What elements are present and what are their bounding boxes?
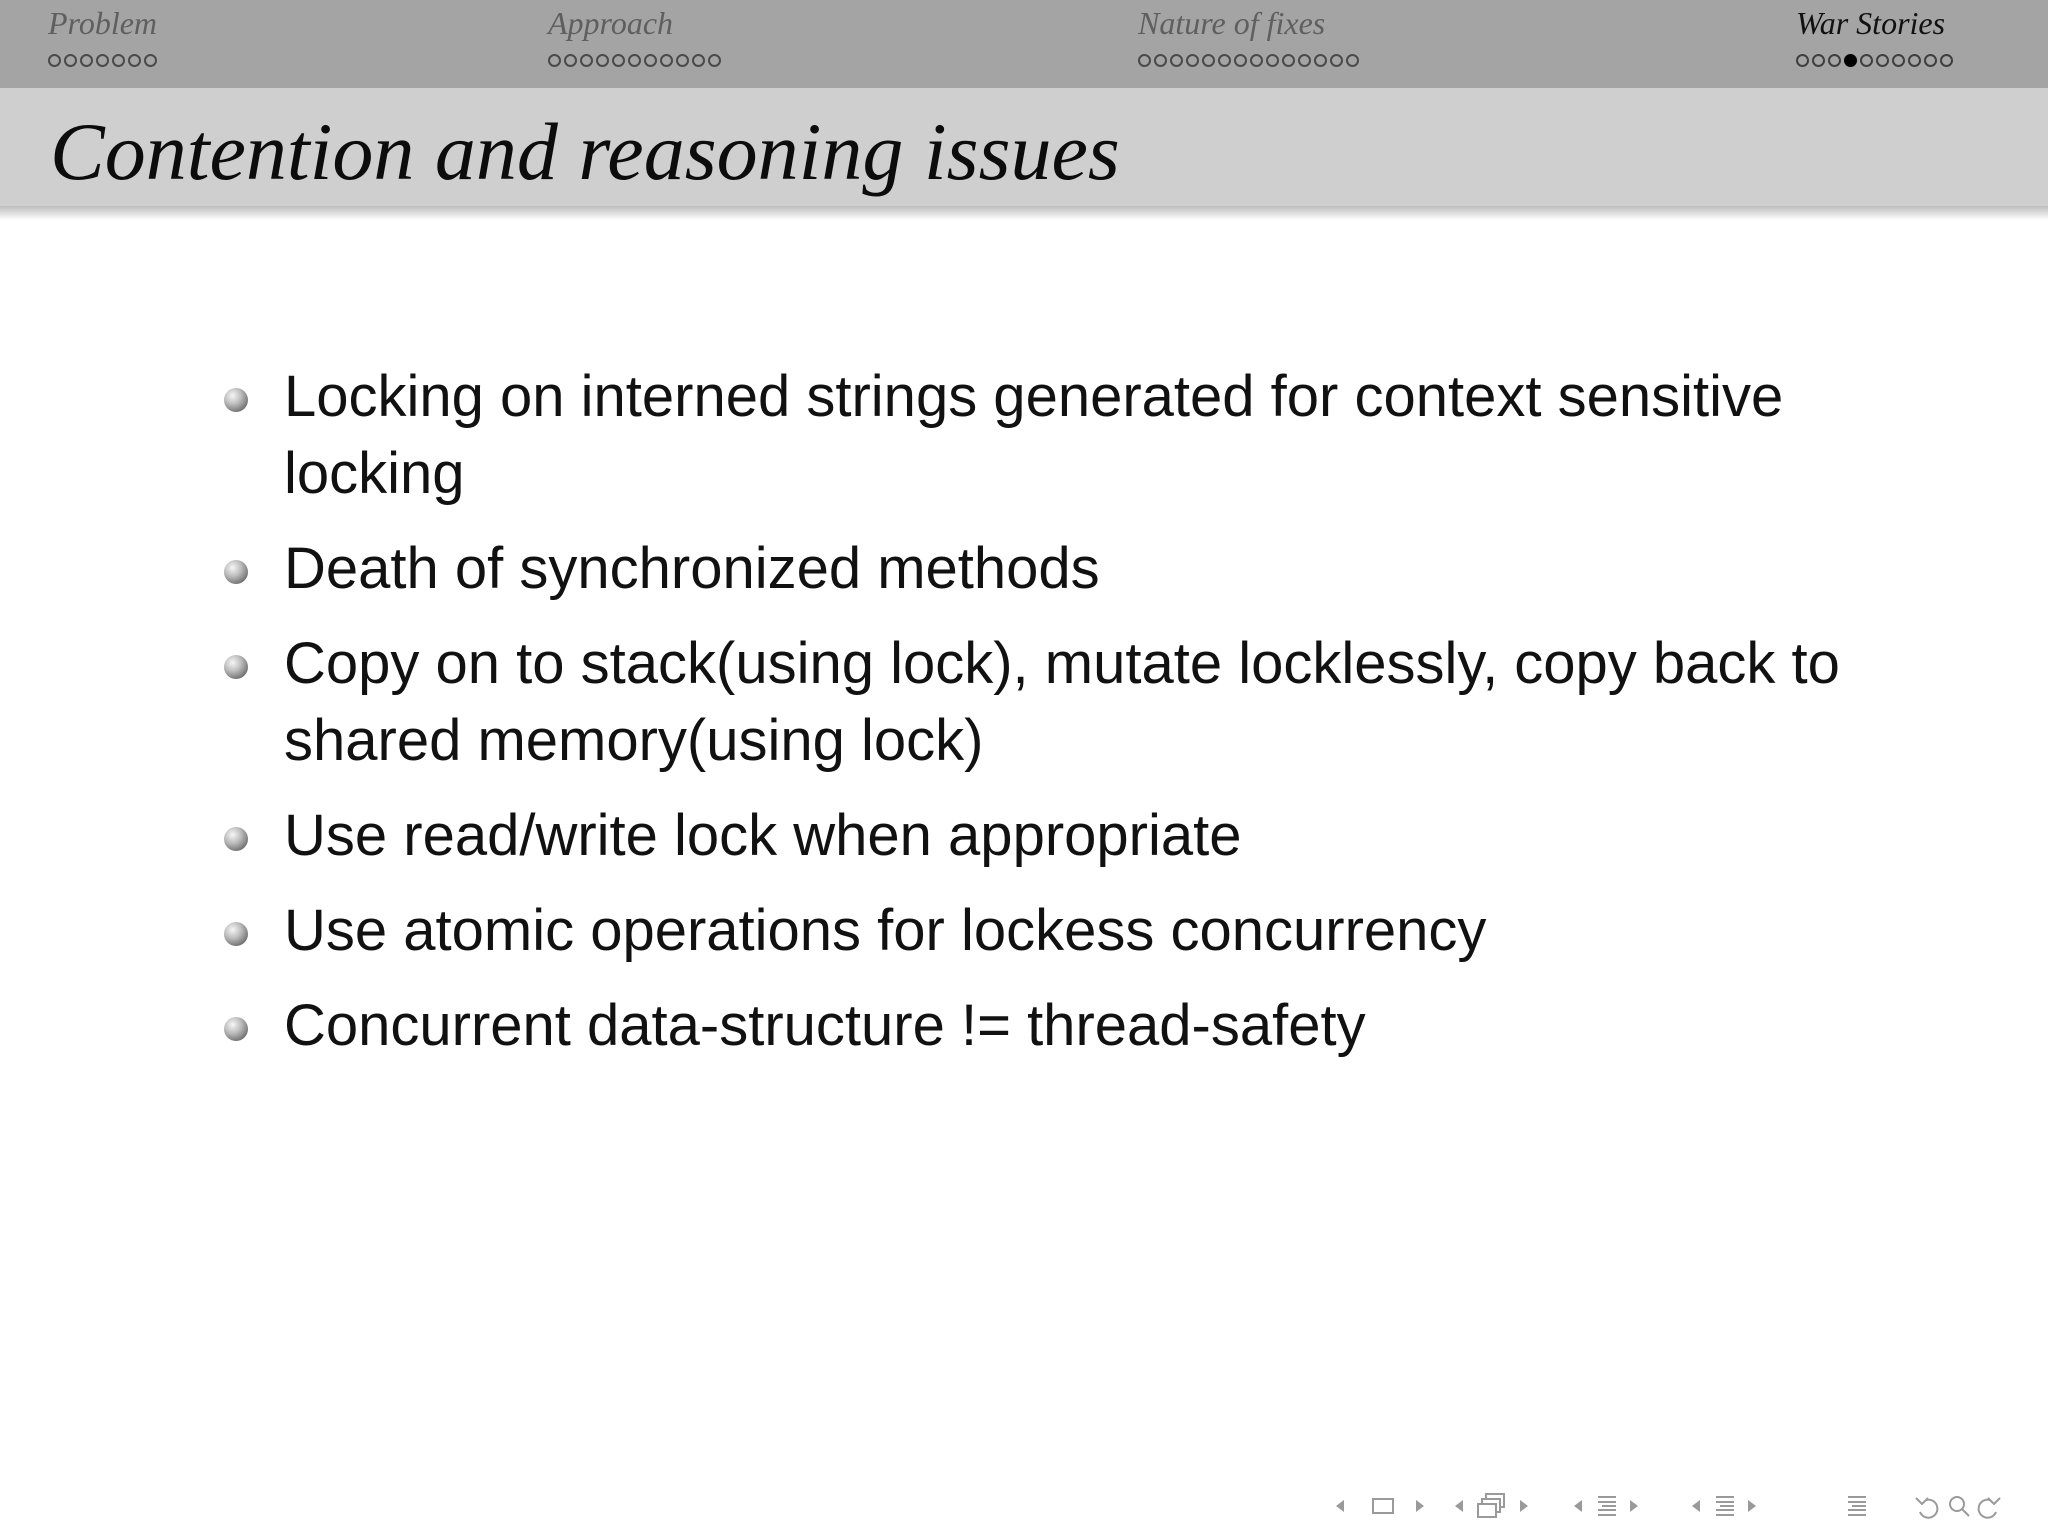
frame-dot[interactable] [1940, 54, 1953, 67]
frame-dot[interactable] [1828, 54, 1841, 67]
frame-dot[interactable] [1314, 54, 1327, 67]
bullet-text: Death of synchronized methods [284, 536, 1100, 601]
search-icon[interactable] [1950, 1497, 1969, 1516]
frame-dot[interactable] [692, 54, 705, 67]
frame-dot[interactable] [628, 54, 641, 67]
frame-dot[interactable] [1876, 54, 1889, 67]
next-section-icon[interactable] [1748, 1500, 1756, 1512]
frame-dot[interactable] [1346, 54, 1359, 67]
next-frame-icon[interactable] [1520, 1500, 1528, 1512]
bullet-item [224, 892, 1894, 969]
frame-dot[interactable] [1298, 54, 1311, 67]
bullet-ball-icon [224, 827, 248, 851]
frame-dot[interactable] [1202, 54, 1215, 67]
bullet-item [224, 987, 1894, 1064]
frame-dots [548, 52, 721, 68]
frame-dot[interactable] [548, 54, 561, 67]
frame-dot[interactable] [1186, 54, 1199, 67]
frame-dot[interactable] [1234, 54, 1247, 67]
bullet-text: Copy on to stack(using lock), mutate locklessly, copy back to shared memory(using lock) [284, 631, 1840, 773]
bullet-text: Locking on interned strings generated for context sensitive locking [284, 364, 1784, 506]
frame-dot[interactable] [660, 54, 673, 67]
frame-dot[interactable] [1908, 54, 1921, 67]
frame-dot[interactable] [1812, 54, 1825, 67]
current-frame-dot[interactable] [1844, 54, 1857, 67]
frame-dot[interactable] [1282, 54, 1295, 67]
bullet-item [224, 625, 1894, 779]
next-subsection-icon[interactable] [1630, 1500, 1638, 1512]
bullet-ball-icon [224, 388, 248, 412]
frame-dot[interactable] [112, 54, 125, 67]
frame-dots [48, 52, 157, 68]
frame-dot[interactable] [1924, 54, 1937, 67]
previous-subsection-icon[interactable] [1574, 1500, 1582, 1512]
section-icon[interactable] [1716, 1497, 1734, 1515]
frame-dot[interactable] [64, 54, 77, 67]
frame-dot[interactable] [1330, 54, 1343, 67]
section-navigation-bar [0, 0, 2048, 88]
frame-dot[interactable] [564, 54, 577, 67]
frame-dot[interactable] [48, 54, 61, 67]
outline-icon[interactable] [1848, 1497, 1866, 1515]
previous-frame-icon[interactable] [1455, 1500, 1463, 1512]
bullet-ball-icon [224, 1017, 248, 1041]
frame-dot[interactable] [596, 54, 609, 67]
frame-dot[interactable] [644, 54, 657, 67]
frame-dot[interactable] [1860, 54, 1873, 67]
nav-section-label[interactable]: Nature of fixes [1138, 5, 1326, 41]
nav-section-label[interactable]: Approach [548, 5, 674, 41]
frame-dot[interactable] [1266, 54, 1279, 67]
slide-title: Contention and reasoning issues [50, 106, 1120, 197]
back-icon[interactable] [1916, 1498, 1937, 1518]
bullet-ball-icon [224, 922, 248, 946]
navigation-symbols [1330, 1490, 2030, 1522]
bullet-text: Use atomic operations for lockess concurrency [284, 898, 1487, 963]
nav-section-label[interactable]: War Stories [1796, 5, 1946, 41]
forward-icon[interactable] [1979, 1498, 2000, 1518]
frame-dots [1796, 52, 1953, 68]
previous-section-icon[interactable] [1692, 1500, 1700, 1512]
frame-dot[interactable] [1138, 54, 1151, 67]
frame-dot[interactable] [1154, 54, 1167, 67]
beamer-navigation-controls [1330, 1490, 2030, 1522]
bullet-ball-icon [224, 655, 248, 679]
frame-dot[interactable] [1892, 54, 1905, 67]
nav-section-label[interactable]: Problem [48, 5, 158, 41]
frame-dot[interactable] [144, 54, 157, 67]
bullet-list [224, 358, 1894, 1082]
bullet-item [224, 358, 1894, 512]
frame-dot[interactable] [580, 54, 593, 67]
bullet-text: Use read/write lock when appropriate [284, 803, 1242, 868]
next-slide-icon[interactable] [1416, 1500, 1424, 1512]
frame-dot[interactable] [1796, 54, 1809, 67]
frame-dots [1138, 52, 1359, 68]
subsection-icon[interactable] [1598, 1497, 1616, 1515]
previous-slide-icon[interactable] [1336, 1500, 1344, 1512]
title-band-shadow [0, 206, 2048, 220]
bullet-item [224, 797, 1894, 874]
bullet-text: Concurrent data-structure != thread-safety [284, 993, 1366, 1058]
bullet-ball-icon [224, 560, 248, 584]
frame-icon[interactable] [1478, 1494, 1504, 1517]
frame-dot[interactable] [676, 54, 689, 67]
frame-dot[interactable] [128, 54, 141, 67]
bullet-item [224, 530, 1894, 607]
frame-dot[interactable] [80, 54, 93, 67]
frame-dot[interactable] [1250, 54, 1263, 67]
frame-dot[interactable] [96, 54, 109, 67]
frame-dot[interactable] [612, 54, 625, 67]
frame-dot[interactable] [1218, 54, 1231, 67]
slide-icon[interactable] [1373, 1499, 1393, 1513]
frame-dot[interactable] [708, 54, 721, 67]
frame-dot[interactable] [1170, 54, 1183, 67]
